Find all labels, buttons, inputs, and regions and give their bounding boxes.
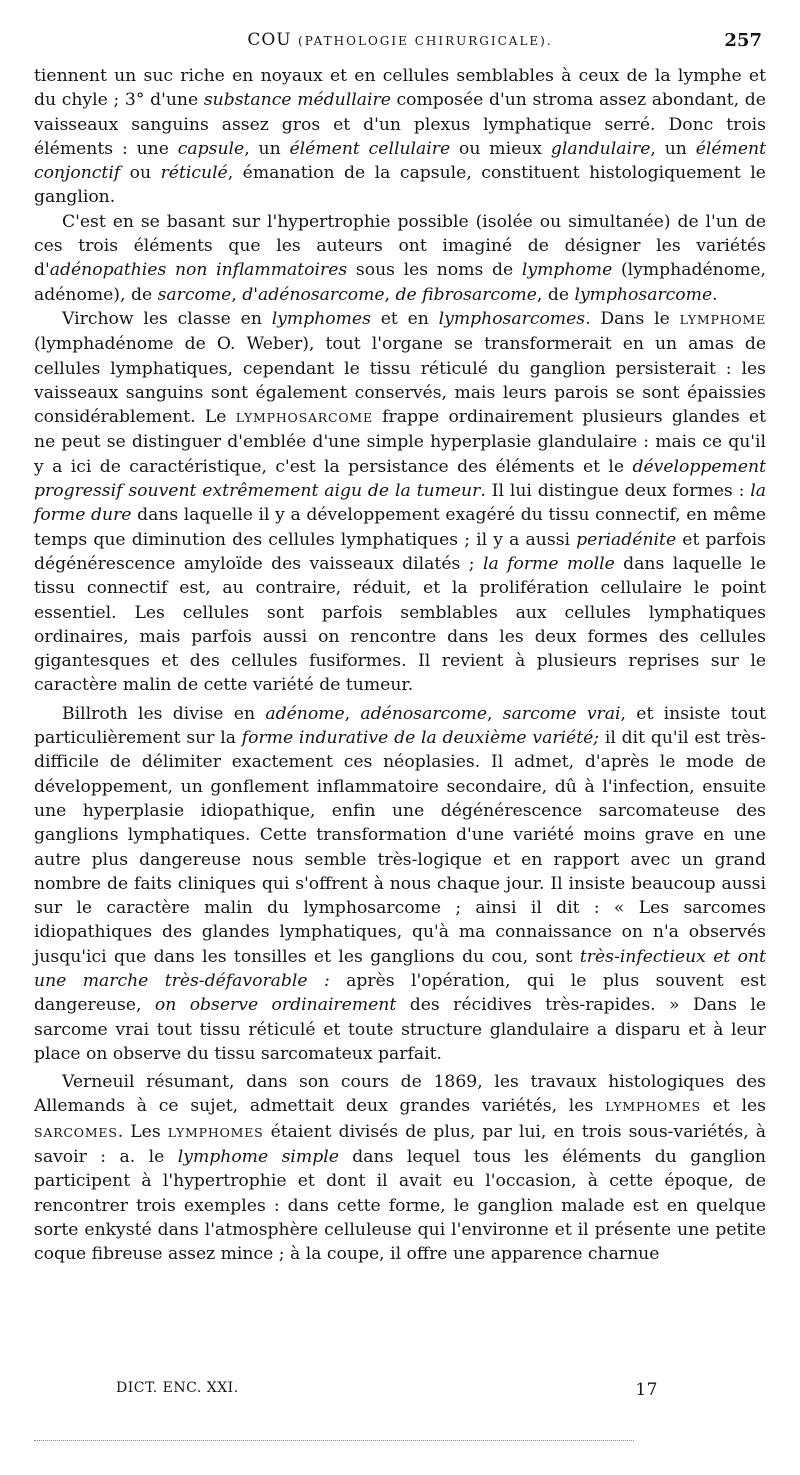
text-run: composée d'un stroma assez abondant, de vaisseaux sanguins assez gros et d'un plexus lymphatique serré. Donc trois éléments : une bbox=[34, 90, 766, 159]
text-run: C'est en se basant sur l'hypertrophie possible (isolée ou simultanée) de l'un de ces trois éléments que les auteurs ont imaginé de désigner les variétés d' bbox=[34, 211, 766, 281]
italic-run: la forme molle bbox=[482, 553, 615, 574]
small-caps-run: LYMPHOSARCOME bbox=[235, 410, 373, 426]
text-run: des récidives très-rapides. » Dans le sarcome vrai tout tissu réticulé et toute structure glandulaire a disparu et à leur place on observe du tissu sarcomateux parfait. bbox=[34, 995, 767, 1064]
text-run: , un bbox=[244, 138, 290, 159]
text-run: , de bbox=[536, 284, 575, 305]
text-run: et parfois dégénérescence amyloïde des vaisseaux dilatés ; bbox=[34, 529, 766, 574]
italic-run: élément cellulaire bbox=[289, 138, 451, 159]
running-title-sub: (PATHOLOGIE CHIRURGICALE). bbox=[298, 34, 553, 48]
italic-run: d'adénosarcome bbox=[242, 284, 385, 305]
text-run: , bbox=[384, 284, 396, 305]
text-run: , bbox=[344, 703, 361, 724]
text-run: étaient divisés de plus, par lui, en trois sous-variétés, à savoir : a. le bbox=[34, 1121, 766, 1168]
text-run: , un bbox=[650, 138, 696, 159]
running-head bbox=[34, 30, 766, 58]
italic-run: substance médullaire bbox=[203, 90, 391, 111]
text-run: après l'opération, qui le plus souvent est dangereuse, bbox=[34, 970, 766, 1016]
running-title-main: COU bbox=[247, 30, 292, 50]
text-run: Virchow les classe en bbox=[62, 308, 272, 329]
text-run: . Il lui distingue deux formes : bbox=[480, 481, 751, 502]
text-run: . Dans le bbox=[585, 308, 680, 329]
paragraph bbox=[34, 210, 766, 307]
italic-run: lymphome bbox=[521, 260, 613, 281]
page-number: 257 bbox=[724, 30, 762, 51]
text-run: (lymphadénome, adénome), de bbox=[34, 260, 766, 305]
text-run: sous les noms de bbox=[347, 260, 522, 281]
italic-run: adénome bbox=[265, 703, 345, 724]
text-run: . Les bbox=[117, 1121, 168, 1142]
text-run: Verneuil résumant, dans son cours de 1869, les travaux histologiques des Allemands à ce sujet, admettait deux grandes variétés, les bbox=[34, 1072, 766, 1117]
text-run: (lymphadénome de O. Weber), tout l'organe se transformerait en un amas de cellules lymphatiques, cependant le tissu réticulé du ganglion persisterait : les vaisseaux sanguins sont également conservés, mais leurs parois se sont épaissies considérablement. Le bbox=[34, 334, 766, 428]
bottom-rule bbox=[34, 1440, 634, 1441]
paragraph bbox=[34, 307, 766, 698]
text-run: ou bbox=[120, 163, 161, 184]
text-run: et en bbox=[370, 308, 439, 329]
text-run: tiennent un suc riche en noyaux et en cellules semblables à ceux de la lymphe et du chyle ; 3° d'une bbox=[34, 66, 766, 111]
small-caps-run: LYMPHOMES bbox=[167, 1124, 264, 1140]
printer-signature bbox=[70, 1380, 710, 1404]
italic-run: on observe ordinairement bbox=[154, 995, 397, 1016]
text-run: , émanation de la capsule, constituent histologiquement le ganglion. bbox=[34, 163, 766, 208]
italic-run: réticulé bbox=[160, 163, 228, 184]
italic-run: très-infectieux et ont une marche très-défavorable : bbox=[34, 946, 766, 991]
italic-run: periadénite bbox=[576, 529, 677, 550]
paragraph bbox=[34, 64, 766, 210]
text-run: et les bbox=[700, 1096, 766, 1117]
italic-run: de fibrosarcome bbox=[395, 284, 537, 305]
italic-run: adénopathies non inflammatoires bbox=[49, 260, 348, 281]
signature-mark: 17 bbox=[635, 1380, 658, 1400]
italic-run: la forme dure bbox=[34, 481, 766, 526]
body-text bbox=[34, 64, 766, 1267]
paragraph bbox=[34, 1070, 766, 1266]
text-run: dans laquelle le tissu connectif est, au contraire, réduit, et la prolifération cellulaire le point essentiel. Les cellules sont parfois semblables aux cellules lymphatiques ordinaires, mais parfois aussi on rencontre dans les deux formes des cellules gigantesques et des cellules fusiformes. Il revient à plusieurs reprises sur le caractère malin de cette variété de tumeur. bbox=[34, 553, 766, 696]
italic-run: lymphome simple bbox=[177, 1147, 339, 1168]
text-run: dans lequel tous les éléments du ganglion participent à l'hypertrophie et dont il avait eu l'occasion, à cette époque, de rencontrer trois exemples : dans cette forme, le ganglion malade est en quelque sorte enkysté dans l'atmosphère celluleuse qui l'environne et il présente une petite coque fibreuse assez mince ; à la coupe, il offre une apparence charnue bbox=[34, 1147, 766, 1265]
italic-run: glandulaire bbox=[550, 138, 651, 159]
small-caps-run: LYMPHOME bbox=[679, 311, 766, 327]
italic-run: capsule bbox=[177, 138, 245, 159]
small-caps-run: LYMPHOMES bbox=[605, 1099, 701, 1115]
italic-run: développement progressif souvent extrêmement aigu de la tumeur bbox=[34, 456, 766, 502]
text-run: , et insiste tout particulièrement sur la bbox=[34, 703, 766, 749]
italic-run: adénosarcome bbox=[360, 703, 487, 724]
text-run: Billroth les divise en bbox=[62, 703, 266, 724]
text-run: , bbox=[487, 703, 503, 724]
italic-run: sarcome vrai bbox=[502, 703, 621, 724]
italic-run: lymphosarcomes bbox=[438, 308, 586, 329]
italic-run: lymphomes bbox=[271, 308, 371, 329]
paragraph bbox=[34, 702, 766, 1066]
italic-run: élément conjonctif bbox=[34, 138, 766, 184]
italic-run: sarcome bbox=[157, 284, 232, 305]
small-caps-run: SARCOMES bbox=[34, 1124, 118, 1140]
text-run: il dit qu'il est très-difficile de délimiter exactement ces néoplasies. Il admet, d'après le mode de développement, un gonflement inflammatoire secondaire, dû à l'infection, ensuite une hyperplasie idiopathique, enfin une dégénérescence sarcomateuse des ganglions lymphatiques. Cette transformation d'une variété moins grave en une autre plus dangereuse nous semble très-logique et en rapport avec un grand nombre de faits cliniques qui s'offrent à nous chaque jour. Il insiste beaucoup aussi sur le caractère malin du lymphosarcome ; ainsi il dit : « Les sarcomes idiopathiques des glandes lymphatiques, qu'à ma connaissance on n'a observés jusqu'ici que dans les tonsilles et les ganglions du cou, sont bbox=[34, 728, 766, 967]
running-title bbox=[34, 30, 766, 50]
text-run: ou mieux bbox=[450, 138, 551, 159]
italic-run: forme indurative de la deuxième variété; bbox=[241, 728, 600, 749]
text-run: , bbox=[231, 284, 243, 305]
text-run: frappe ordinairement plusieurs glandes et ne peut se distinguer d'emblée d'une simple hyperplasie glandulaire : mais ce qu'il y a ici de caractéristique, c'est la persistance des éléments et le bbox=[34, 407, 766, 477]
italic-run: lymphosarcome bbox=[574, 284, 713, 305]
text-run: . bbox=[712, 284, 718, 305]
text-run: dans laquelle il y a développement exagéré du tissu connectif, en même temps que diminution des cellules lymphatiques ; il y a aussi bbox=[34, 505, 767, 550]
signature-text: DICT. ENC. XXI. bbox=[116, 1380, 239, 1396]
